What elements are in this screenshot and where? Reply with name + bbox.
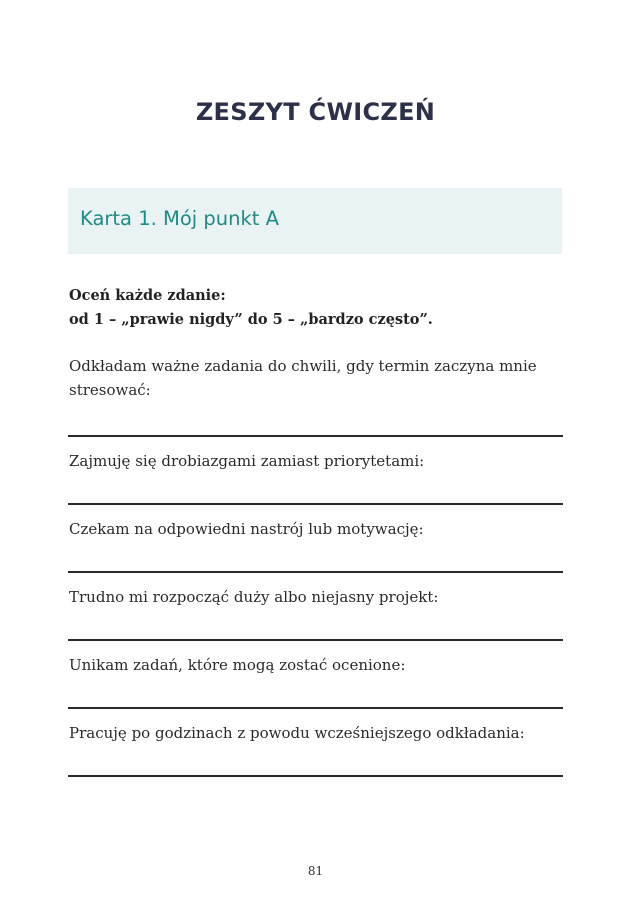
question-5-text: Unikam zadań, które mogą zostać ocenione: [69, 656, 406, 674]
card-title: Karta 1. Mój punkt A [80, 207, 279, 230]
answer-line-5[interactable] [68, 707, 563, 709]
instructions [69, 284, 563, 332]
answer-line-6[interactable] [68, 775, 563, 777]
question-2-text: Zajmuję się drobiazgami zamiast priorytetami: [69, 452, 425, 470]
question-1-text: Odkładam ważne zadania do chwili, gdy termin zaczyna mnie stresować: [69, 357, 537, 399]
answer-line-2[interactable] [68, 503, 563, 505]
instructions-line-2: od 1 – „prawie nigdy” do 5 – „bardzo często”. [69, 311, 433, 328]
page-title: ZESZYT ĆWICZEŃ [195, 98, 436, 126]
instructions-line-1: Oceń każde zdanie: [69, 287, 226, 304]
page-number: 81 [307, 864, 324, 878]
card-banner [68, 188, 562, 254]
answer-line-3[interactable] [68, 571, 563, 573]
question-4-text: Trudno mi rozpocząć duży albo niejasny projekt: [69, 588, 439, 606]
question-3-text: Czekam na odpowiedni nastrój lub motywację: [69, 520, 424, 538]
answer-line-4[interactable] [68, 639, 563, 641]
question-6-text: Pracuję po godzinach z powodu wcześniejszego odkładania: [69, 724, 525, 742]
answer-line-1[interactable] [68, 435, 563, 437]
